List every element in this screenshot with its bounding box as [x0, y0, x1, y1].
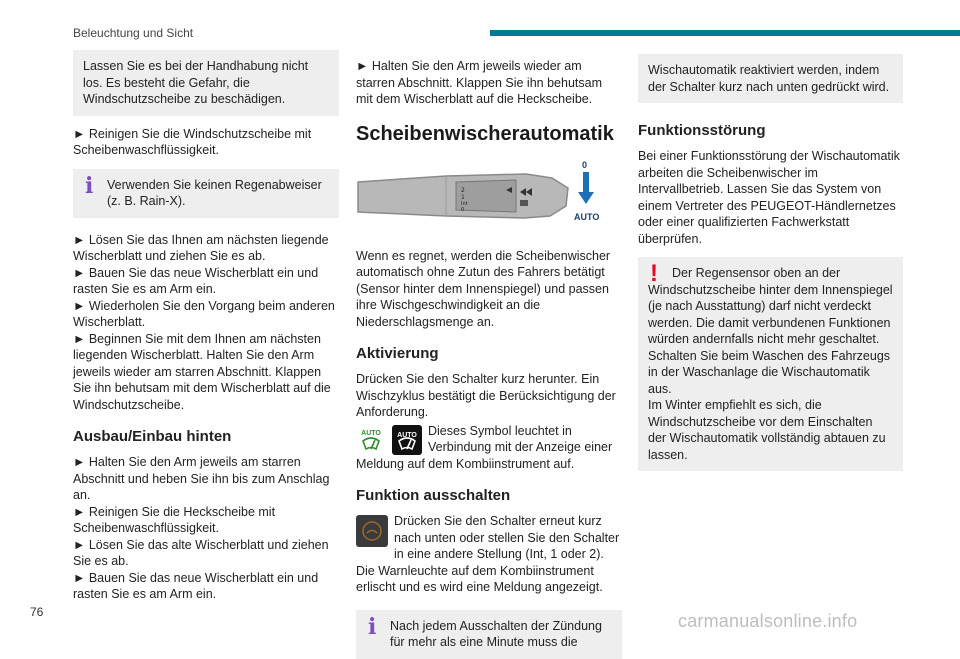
column-2: [356, 58, 622, 659]
heading-rear: Ausbau/Einbau hinten: [73, 428, 232, 445]
info-box-continued: [638, 54, 903, 103]
heading-fault: Funktionsstörung: [638, 122, 766, 139]
step-attach: ► Bauen Sie das neue Wischerblatt ein und rasten Sie es am Arm ein.: [73, 265, 319, 296]
warning-icon: !: [650, 260, 658, 287]
info-box-ignition: [356, 610, 622, 659]
info-icon: i: [85, 172, 94, 199]
warn-text-3: Im Winter empfiehlt es sich, die Windschutzscheibe vor dem Einschalten der Wischautomatik vollständig abtauen zu lassen.: [648, 398, 886, 462]
rear-hold: ► Halten Sie den Arm jeweils am starren Abschnitt und heben Sie ihn bis zum Anschlag an.: [73, 455, 330, 502]
heading-off: Funktion ausschalten: [356, 487, 511, 504]
wiper-stalk-diagram: [356, 160, 606, 234]
svg-text:Int: Int: [461, 200, 468, 207]
rear-release: ► Lösen Sie das alte Wischerblatt und ziehen Sie es ab.: [73, 537, 329, 568]
wiper-stalk-icon: [356, 515, 388, 547]
page-number: 76: [30, 605, 44, 619]
header-accent-bar: [490, 30, 960, 36]
warning-box-cont: [73, 50, 339, 116]
info-icon: i: [368, 613, 377, 640]
svg-text:0: 0: [582, 159, 588, 170]
step-begin: ► Beginnen Sie mit dem Ihnen am nächsten liegenden Wischerblatt. Halten Sie den Arm jeweils wieder am starren Abschnitt. Klappen Sie ihn behutsam mit dem Wischerblatt auf die Windschutzscheibe.: [73, 331, 331, 412]
rear-attach: ► Bauen Sie das neue Wischerblatt ein und rasten Sie es am Arm ein.: [73, 570, 319, 601]
off-text: Drücken Sie den Schalter erneut kurz nach unten oder stellen Sie den Schalter in eine andere Stellung (Int, 1 oder 2).: [394, 514, 620, 561]
rear-fold: ► Halten Sie den Arm jeweils wieder am starren Abschnitt. Klappen Sie ihn behutsam mit dem Wischerblatt auf die Heckscheibe.: [356, 59, 602, 106]
step-release: ► Lösen Sie das Ihnen am nächsten liegende Wischerblatt und ziehen Sie es ab.: [73, 232, 329, 263]
warning-box: [638, 257, 903, 471]
box-warning-text: Lassen Sie es bei der Handhabung nicht los. Es besteht die Gefahr, die Windschutzscheibe zu beschädigen.: [83, 59, 309, 106]
warn-text-1: Der Regensensor oben an der Windschutzscheibe hinter dem Innenspiegel (je nach Ausstattung) darf nicht verdeckt werden. Die damit verbundenen Funktionen würden andernfalls nicht mehr geschaltet.: [648, 266, 893, 346]
warn-text-2: Schalten Sie beim Waschen des Fahrzeugs in der Waschanlage die Wischautomatik aus.: [648, 348, 891, 396]
auto-wiper-outline-icon: AUTO: [356, 425, 386, 455]
svg-text:0: 0: [461, 206, 465, 213]
svg-text:2: 2: [461, 186, 465, 194]
auto-wiper-icon: AUTO: [392, 425, 422, 455]
rear-clean: ► Reinigen Sie die Heckscheibe mit Scheibenwaschflüssigkeit.: [73, 504, 276, 535]
info-box-ignition-text: Nach jedem Ausschalten der Zündung für mehr als eine Minute muss die: [390, 618, 602, 649]
fault-text: Bei einer Funktionsstörung der Wischautomatik arbeiten die Scheibenwischer im Intervallbetrieb. Lassen Sie das System von einem Vertreter des PEUGEOT-Händlernetzes oder einer qualifizierten Fachwerkstatt überprüfen.: [638, 149, 900, 246]
step-clean: ► Reinigen Sie die Windschutzscheibe mit Scheibenwaschflüssigkeit.: [73, 126, 312, 157]
watermark: carmanualsonline.info: [678, 611, 858, 631]
off-text-2: Die Warnleuchte auf dem Kombiinstrument erlischt und es wird eine Meldung angezeigt.: [356, 563, 603, 594]
info-box: [73, 169, 339, 218]
svg-text:1: 1: [461, 193, 465, 201]
auto-intro: Wenn es regnet, werden die Scheibenwischer automatisch ohne Zutun des Fahrers betätigt (Sensor hinter dem Innenspiegel) und passen ihre Wischgeschwindigkeit an die Niederschlagsmenge an.: [356, 248, 611, 329]
box-continued-text: Wischautomatik reaktiviert werden, indem der Schalter kurz nach unten gedrückt wird.: [648, 63, 890, 94]
info-box-text: Verwenden Sie keinen Regenabweiser (z. B. Rain-X).: [107, 177, 322, 208]
wiper-stalk-illustration: [356, 160, 606, 234]
heading-activation: Aktivierung: [356, 345, 439, 362]
svg-text:AUTO: AUTO: [574, 211, 600, 222]
heading-auto: Scheibenwischerautomatik: [356, 122, 614, 145]
column-1: [73, 50, 339, 603]
section-title: Beleuchtung und Sicht: [73, 26, 194, 40]
step-repeat: ► Wiederholen Sie den Vorgang beim anderen Wischerblatt.: [73, 298, 335, 329]
symbol-text: Dieses Symbol leuchtet in Verbindung mit der Anzeige einer Meldung auf dem Kombiinstrument auf.: [356, 423, 613, 471]
column-3: [638, 54, 903, 471]
activation-text: Drücken Sie den Schalter kurz herunter. Ein Wischzyklus bestätigt die Berücksichtigung der Anforderung.: [356, 372, 616, 419]
